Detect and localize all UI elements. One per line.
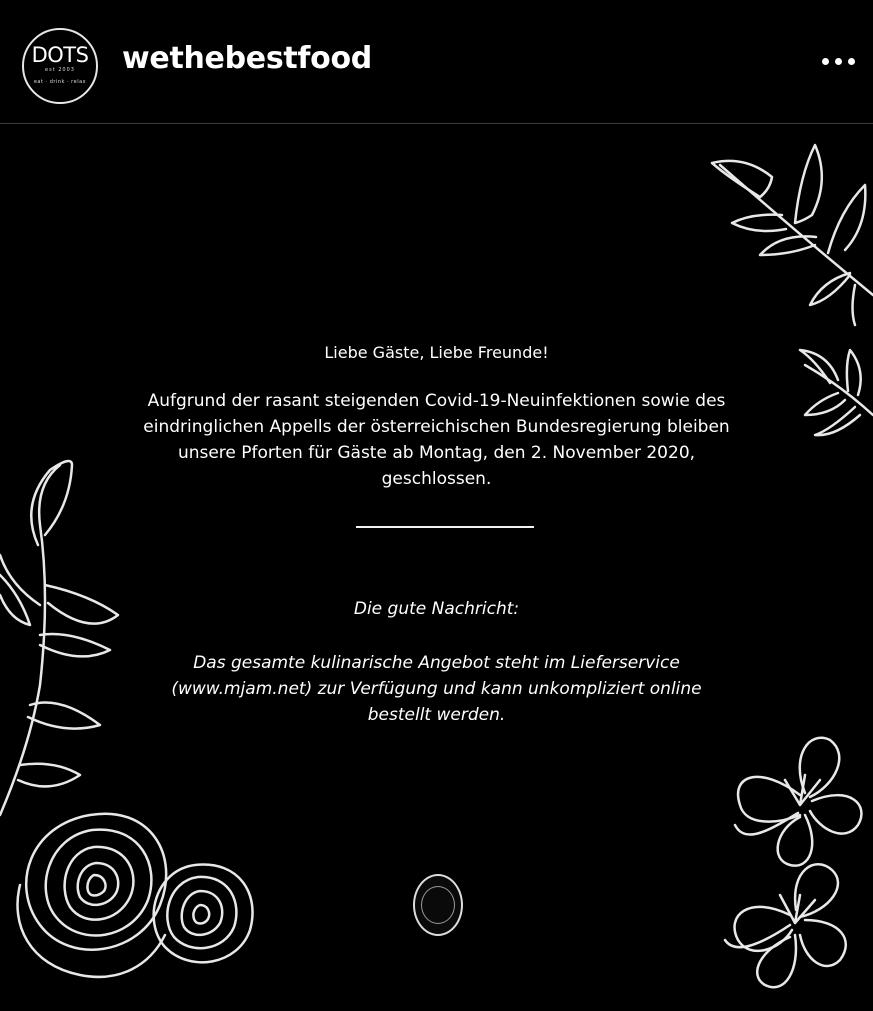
seal-inner-ring [421, 886, 455, 924]
delivery-info-text: Das gesamte kulinarische Angebot steht im Lieferservice (www.mjam.net) zur Verfügung und kann unkompliziert online bestellt werden. [171, 653, 702, 725]
seal-logo [413, 874, 463, 936]
flowers-bottom-right [725, 738, 861, 987]
avatar-tagline-bottom: eat · drink · relax [33, 79, 87, 85]
rose-left [18, 814, 167, 977]
good-news-heading: Die gute Nachricht: [353, 599, 520, 619]
closure-notice-text: Aufgrund der rasant steigenden Covid-19-Neuinfektionen sowie des eindringlichen Appells der österreichischen Bundesregierung bleiben unsere Pforten für Gäste ab Montag, den 2. November 2020, geschlossen. [143, 391, 730, 489]
greeting-text: Liebe Gäste, Liebe Freunde! [324, 343, 549, 362]
avatar-wordmark: DOTS [31, 43, 89, 67]
leaf-vine-left [0, 461, 118, 815]
post-header [0, 0, 873, 124]
post-image[interactable] [0, 125, 873, 1011]
ellipsis-horizontal-icon [822, 58, 855, 65]
rose-small-left [154, 865, 253, 963]
leaf-branch-top-right [712, 145, 873, 325]
avatar[interactable] [22, 28, 98, 104]
divider-line [356, 526, 534, 528]
more-options-button[interactable] [808, 44, 868, 78]
username-link[interactable]: wethebestfood [122, 41, 372, 76]
avatar-tagline-top: est 2003 [45, 67, 75, 73]
